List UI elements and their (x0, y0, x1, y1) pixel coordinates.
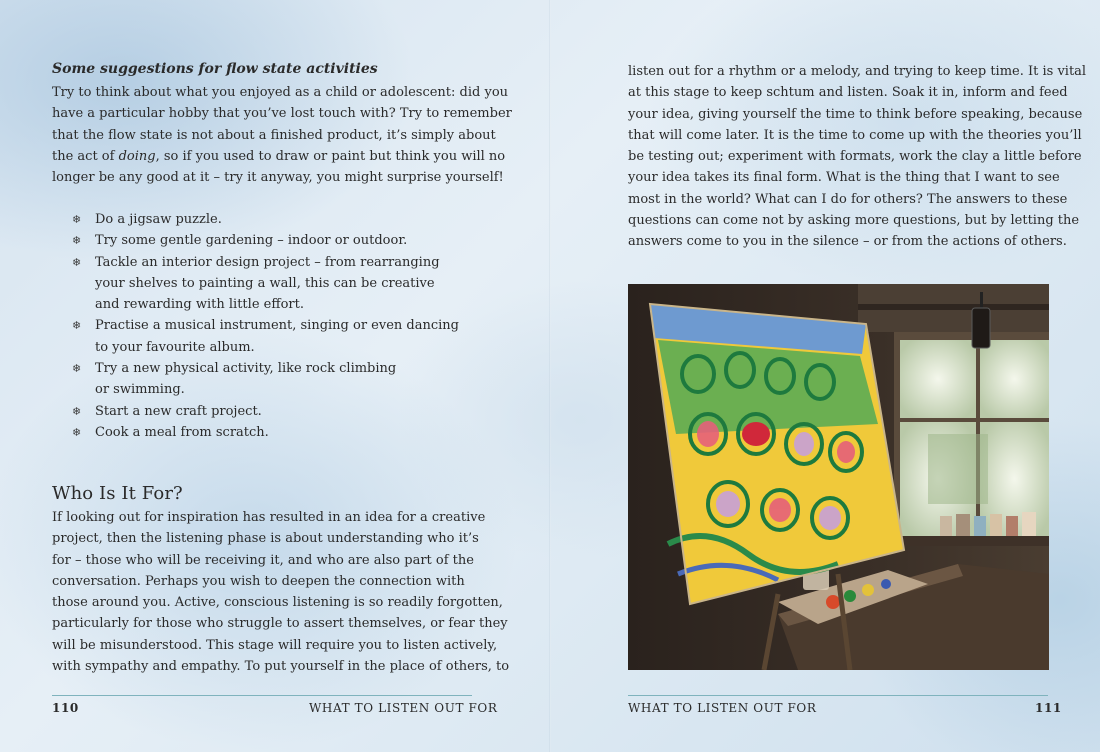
list-item-text: Tackle an interior design project – from rearranging (95, 254, 440, 270)
who-paragraph (52, 507, 509, 677)
text-line: conversation. Perhaps you wish to deepen the connection with (52, 573, 465, 589)
text-line: questions can come not by asking more questions, but by letting the (628, 213, 1080, 229)
section-heading-who-is-it-for: Who Is It For? (52, 483, 183, 504)
list-item-text: or swimming. (95, 382, 185, 398)
list-item-text: Try some gentle gardening – indoor or outdoor. (95, 233, 408, 249)
snowflake-asterisk-icon: ❄ (72, 319, 82, 333)
snowflake-asterisk-icon: ❄ (72, 255, 82, 269)
list-item (72, 358, 459, 401)
text-line: be testing out; experiment with formats, work the clay a little before (628, 149, 1082, 165)
text-line: those around you. Active, conscious listening is so readily forgotten, (52, 595, 503, 611)
studio-painting-photo (628, 284, 1049, 670)
text-line: If looking out for inspiration has resulted in an idea for a creative (52, 510, 486, 525)
page-number-left (52, 701, 79, 715)
text-line: your idea, giving yourself the time to think before speaking, because (628, 106, 1083, 122)
list-item-text: Practise a musical instrument, singing or even dancing (95, 318, 459, 334)
activity-bullet-list (72, 209, 459, 443)
snowflake-asterisk-icon: ❄ (72, 425, 82, 439)
text-line: at this stage to keep schtum and listen. Soak it in, inform and feed (628, 85, 1068, 101)
list-item-text: to your favourite album. (95, 339, 255, 355)
text-line: that will come later. It is the time to come up with the theories you’ll (628, 127, 1082, 143)
text-line: particularly for those who struggle to assert themselves, or fear they (52, 616, 508, 632)
text-line (52, 146, 512, 167)
list-item (72, 252, 459, 316)
text-line: listen out for a rhythm or a melody, and trying to keep time. It is vital (628, 64, 1087, 79)
continued-paragraph (628, 61, 1086, 253)
page-number-right (1035, 701, 1062, 715)
intro-paragraph (52, 82, 512, 188)
text-line: with sympathy and empathy. To put yourself in the place of others, to (52, 659, 510, 675)
list-item (72, 315, 459, 358)
text-line: have a particular hobby that you’ve lost touch with? Try to remember (52, 106, 512, 122)
text-line: most in the world? What can I do for others? The answers to these (628, 191, 1068, 207)
running-title-right: WHAT TO LISTEN OUT FOR (628, 701, 817, 715)
text-line: answers come to you in the silence – or from the actions of others. (628, 234, 1067, 250)
list-item-text: and rewarding with little effort. (95, 297, 304, 313)
list-item-text: Do a jigsaw puzzle. (95, 212, 222, 227)
footer-rule (52, 695, 472, 696)
running-title-left: WHAT TO LISTEN OUT FOR (309, 701, 498, 715)
painting-illustration (628, 284, 1049, 670)
list-item-text: Cook a meal from scratch. (95, 424, 269, 440)
list-item (72, 422, 459, 443)
snowflake-asterisk-icon: ❄ (72, 404, 82, 418)
text-line: your idea takes its final form. What is the thing that I want to see (628, 170, 1060, 186)
text-line: that the flow state is not about a finished product, it’s simply about (52, 127, 496, 143)
text-fragment: , so if you used to draw or paint but think you will no (155, 148, 506, 164)
snowflake-asterisk-icon: ❄ (72, 234, 82, 248)
list-item-text: your shelves to painting a wall, this can be creative (95, 275, 435, 291)
page-number: 111 (1035, 701, 1062, 715)
list-item-text: Try a new physical activity, like rock climbing (95, 361, 397, 377)
text-line: project, then the listening phase is about understanding who it’s (52, 531, 479, 547)
emphasis-doing: doing (118, 148, 156, 164)
text-line: Try to think about what you enjoyed as a child or adolescent: did you (52, 85, 509, 100)
list-item (72, 209, 459, 230)
page-number: 110 (52, 701, 79, 715)
footer-rule (628, 695, 1048, 696)
snowflake-asterisk-icon: ❄ (72, 213, 82, 226)
list-item (72, 230, 459, 251)
list-item-text: Start a new craft project. (95, 403, 262, 419)
list-item (72, 401, 459, 422)
snowflake-asterisk-icon: ❄ (72, 362, 82, 376)
flow-activities-subheading: Some suggestions for flow state activities (52, 61, 378, 77)
right-page (551, 0, 1100, 752)
text-line: for – those who will be receiving it, and who are also part of the (52, 552, 474, 568)
text-line: will be misunderstood. This stage will require you to listen actively, (52, 637, 498, 653)
text-fragment: the act of (52, 148, 119, 164)
text-line: longer be any good at it – try it anyway, you might surprise yourself! (52, 170, 504, 186)
